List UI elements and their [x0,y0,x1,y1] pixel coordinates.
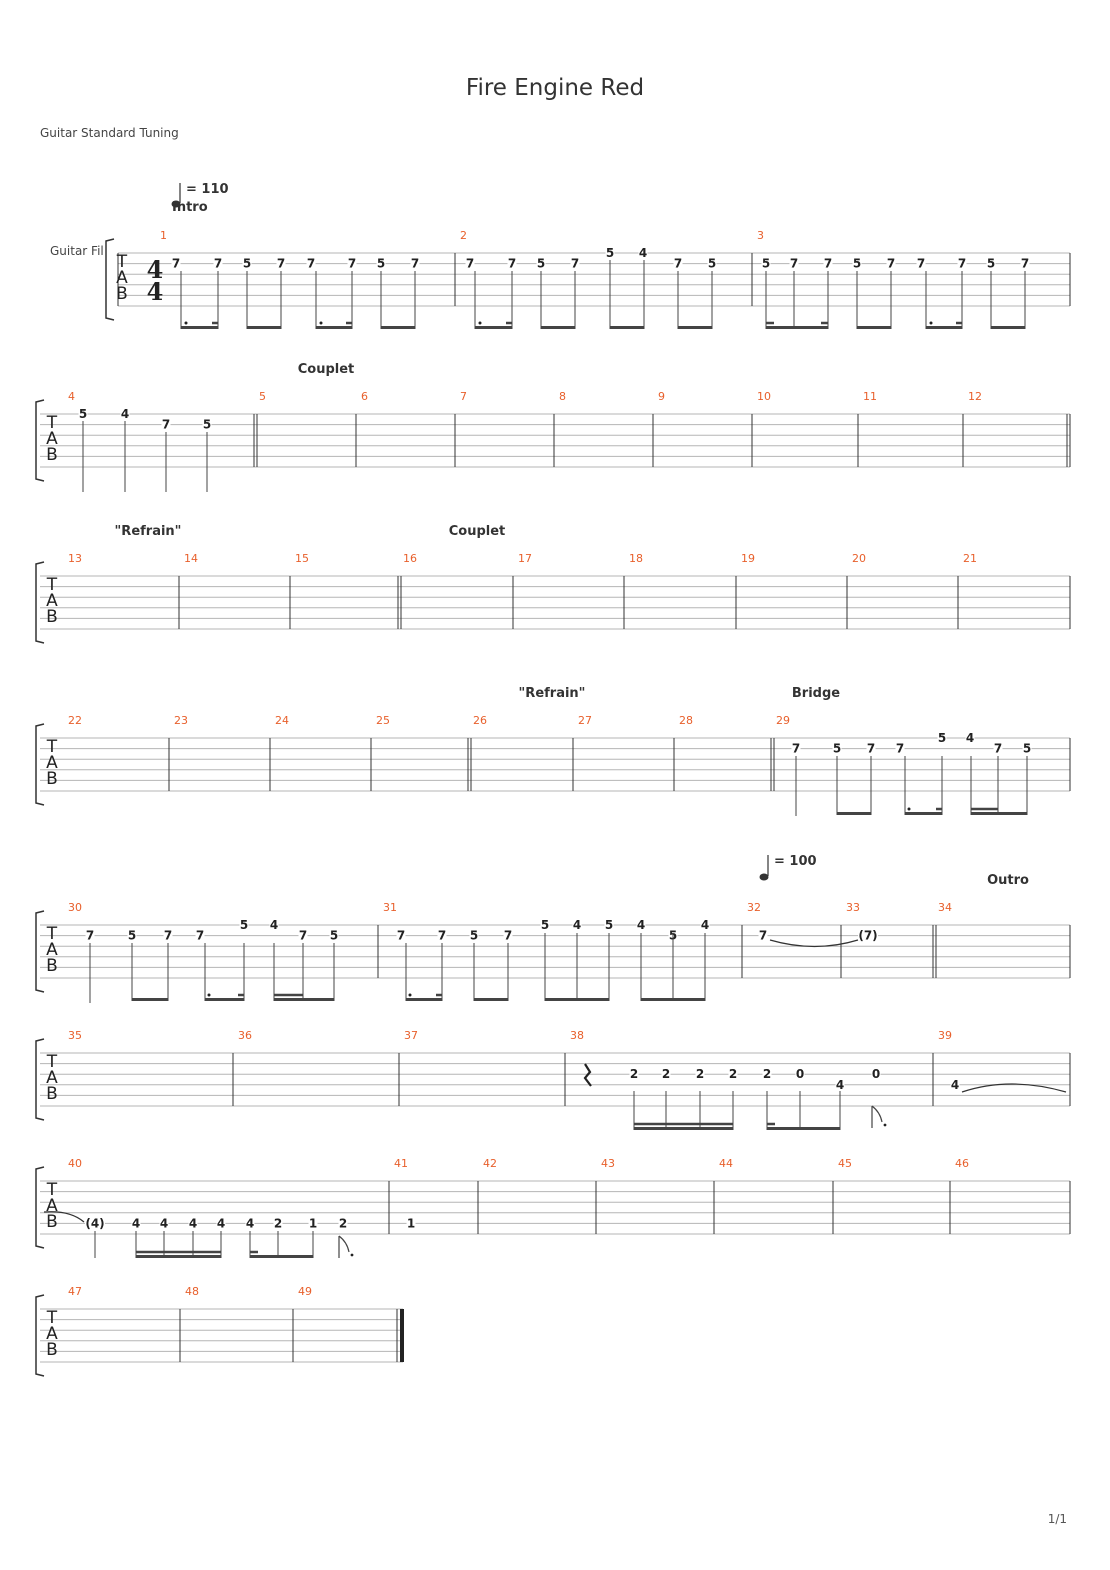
fret-number: 4 [216,1216,226,1231]
bar-number: 32 [747,901,761,914]
page-number: 1/1 [1047,1512,1067,1526]
section-refrain-1: "Refrain" [114,524,182,539]
dot-icon [320,322,323,325]
fret-number: 7 [171,256,181,271]
bar-number: 24 [275,714,289,727]
fret-number: 4 [131,1216,141,1231]
bar-number: 44 [719,1157,733,1170]
section-outro: Outro [987,873,1029,888]
bar-number: 31 [383,901,397,914]
fret-number: 5 [239,918,249,932]
time-sig-numerator: 4 [146,255,164,284]
fret-number: 5 [469,928,479,943]
fret-number: 5 [605,246,615,260]
rhythm-group [474,943,508,1001]
song-title: Fire Engine Red [465,75,645,101]
bar-number: 29 [776,714,790,727]
fret-number: 7 [570,256,580,271]
quarter-note-head-icon [760,874,769,881]
tab-clef-letter: A [116,268,128,288]
rhythm-group [541,271,575,329]
bar-number: 33 [846,901,860,914]
system-bracket [106,239,114,320]
tab-clef-letter: A [46,940,58,960]
rhythm-group [678,271,712,329]
bar-number: 4 [68,390,75,403]
fret-number: 4 [120,407,130,421]
bar-number: 40 [68,1157,82,1170]
fret-number: 7 [791,741,801,756]
tempo-label: = 100 [774,854,817,869]
fret-number: 2 [762,1067,772,1082]
fret-number: 5 [127,928,137,943]
fret-number: 2 [728,1067,738,1082]
dot-icon [208,994,211,997]
fret-number: 5 [376,256,386,271]
fret-number: 1 [406,1216,416,1231]
fret-number: 7 [503,928,513,943]
fret-number: 7 [213,256,223,271]
rhythm-group [767,1091,840,1130]
dot-icon [409,994,412,997]
staff-system-8 [36,1285,404,1376]
bar-number: 41 [394,1157,408,1170]
fret-number: 7 [789,256,799,271]
fret-number: 7 [886,256,896,271]
bar-number: 20 [852,552,866,565]
staff-system-3 [36,552,1070,643]
fret-number: 7 [758,928,768,943]
rhythm-group [610,260,644,329]
tuning-label: Guitar Standard Tuning [40,126,179,140]
tab-clef-letter: B [116,284,128,304]
fret-number: 5 [329,928,339,943]
tab-clef-letter: A [46,591,58,611]
fret-number: 2 [661,1067,671,1082]
track-name: Guitar Fil [50,244,104,258]
fret-number: 7 [465,256,475,271]
fret-number: 7 [396,928,406,943]
fret-number: 7 [306,256,316,271]
fret-number: 5 [707,256,717,271]
bar-number: 45 [838,1157,852,1170]
bar-number: 30 [68,901,82,914]
bar-number: 22 [68,714,82,727]
fret-number: 5 [761,256,771,271]
fret-number: 4 [835,1077,845,1092]
bar-number: 17 [518,552,532,565]
bar-number: 37 [404,1029,418,1042]
fret-number: 7 [916,256,926,271]
tab-clef-letter: A [46,1196,58,1216]
fret-number: 5 [937,731,947,745]
fret-number: 5 [536,256,546,271]
staff-system-4 [36,714,1070,805]
fret-number: 7 [895,741,905,756]
tab-clef-letter: B [46,1340,58,1360]
tempo-label: = 110 [186,182,229,197]
rhythm-group [132,943,168,1001]
fret-number: 7 [161,417,171,432]
staff-system-6 [36,1029,1070,1120]
system-bracket [36,911,44,992]
dot-icon [479,322,482,325]
fret-number: 0 [871,1067,881,1082]
section-couplet-2: Couplet [448,524,506,539]
fret-number: 5 [78,407,88,421]
bar-number: 27 [578,714,592,727]
bar-number: 21 [963,552,977,565]
fret-number: 0 [795,1067,805,1082]
bar-number: 8 [559,390,566,403]
fret-number: 4 [950,1077,960,1092]
tab-clef-letter: B [46,1212,58,1232]
fret-number: 2 [695,1067,705,1082]
eighth-flag-icon [872,1106,882,1128]
tie-curve [770,940,858,947]
staff-system-2 [36,390,1070,481]
time-sig-denominator: 4 [146,277,164,306]
fret-number: 7 [195,928,205,943]
tab-clef-letter: A [46,1068,58,1088]
tab-clef-letter: B [46,769,58,789]
fret-number: 5 [668,928,678,943]
system-bracket [36,1167,44,1248]
fret-number: 7 [347,256,357,271]
fret-number: 5 [202,417,212,432]
fret-number: 2 [338,1216,348,1231]
fret-number: 7 [85,928,95,943]
staff-systems [36,229,1070,1376]
dot-icon [930,322,933,325]
tab-clef-letter: A [46,753,58,773]
bar-number: 39 [938,1029,952,1042]
tab-clef-letter: T [46,1308,58,1328]
bar-number: 47 [68,1285,82,1298]
fret-number: 4 [159,1216,169,1231]
bar-number: 11 [863,390,877,403]
fret-number: 2 [629,1067,639,1082]
bar-number: 14 [184,552,198,565]
bar-number: 2 [460,229,467,242]
fret-number: 1 [308,1216,318,1231]
bar-number: 42 [483,1157,497,1170]
tab-clef-letter: T [46,737,58,757]
bar-number: 10 [757,390,771,403]
tab-clef-letter: B [46,445,58,465]
fret-number: 7 [437,928,447,943]
fret-number: 5 [852,256,862,271]
rhythm-group [181,271,218,329]
system-bracket [36,1295,44,1376]
dot-icon [908,808,911,811]
bar-number: 15 [295,552,309,565]
bar-number: 18 [629,552,643,565]
fret-number: 7 [673,256,683,271]
fret-number: 7 [298,928,308,943]
bar-number: 25 [376,714,390,727]
fret-number: 4 [269,918,279,932]
rhythm-group [247,271,281,329]
fret-number: 7 [1020,256,1030,271]
fret-number: 4 [965,731,975,745]
fret-number: 7 [823,256,833,271]
fret-number: 7 [993,741,1003,756]
bar-number: 35 [68,1029,82,1042]
rhythm-group [991,271,1025,329]
bar-number: 43 [601,1157,615,1170]
tab-clef-letter: T [46,1180,58,1200]
fret-number: 4 [638,246,648,260]
system-bracket [36,724,44,805]
bar-number: 9 [658,390,665,403]
bar-number: 26 [473,714,487,727]
fret-number: 5 [986,256,996,271]
rhythm-group [136,1231,221,1258]
fret-number: 2 [273,1216,283,1231]
tab-clef-letter: T [116,252,128,272]
tab-clef-letter: T [46,924,58,944]
fret-number: (4) [85,1216,105,1231]
bar-number: 16 [403,552,417,565]
system-bracket [36,400,44,481]
fret-number: 5 [242,256,252,271]
staff-system-1 [106,229,1070,320]
bar-number: 19 [741,552,755,565]
tab-clef-letter: B [46,1084,58,1104]
bar-number: 28 [679,714,693,727]
bar-number: 7 [460,390,467,403]
tab-clef-letter: B [46,956,58,976]
fret-number: 4 [245,1216,255,1231]
fret-number: 7 [957,256,967,271]
dot-icon [185,322,188,325]
rhythm-group [971,756,1027,815]
tab-clef-letter: T [46,413,58,433]
rhythm-group [381,271,415,329]
bar-number: 6 [361,390,368,403]
rhythm-group [274,943,334,1001]
system-bracket [36,1039,44,1120]
fret-number: 4 [572,918,582,932]
fret-number: 5 [832,741,842,756]
dot-icon [884,1124,887,1127]
rhythm-group [926,271,962,329]
fret-number: (7) [858,928,878,943]
fret-number: 4 [700,918,710,932]
final-bar-thick [400,1309,404,1362]
bar-number: 3 [757,229,764,242]
fret-number: 7 [866,741,876,756]
fret-number: 5 [604,918,614,932]
rhythm-group [905,756,942,815]
fret-number: 4 [636,918,646,932]
eighth-flag-icon [339,1236,349,1258]
section-intro: Intro [172,200,208,215]
bar-number: 23 [174,714,188,727]
bar-number: 34 [938,901,952,914]
rhythm-group [857,271,891,329]
fret-number: 7 [163,928,173,943]
rhythm-group [316,271,352,329]
fret-number: 4 [188,1216,198,1231]
bar-number: 1 [160,229,167,242]
bar-number: 5 [259,390,266,403]
rhythm-group [475,271,512,329]
rhythm-group [766,271,828,329]
bar-number: 48 [185,1285,199,1298]
tempo-marking-100 [760,854,817,881]
rhythm-group [837,756,871,815]
quarter-rest-icon [585,1064,591,1086]
section-bridge: Bridge [791,686,841,701]
fret-number: 7 [276,256,286,271]
tab-clef-letter: T [46,1052,58,1072]
tab-clef-letter: A [46,1324,58,1344]
rhythm-group [205,943,244,1001]
tab-clef-letter: B [46,607,58,627]
staff-system-5 [36,901,1070,992]
bar-number: 46 [955,1157,969,1170]
fret-number: 5 [540,918,550,932]
rhythm-group [406,943,442,1001]
bar-number: 38 [570,1029,584,1042]
system-bracket [36,562,44,643]
staff-system-7 [36,1157,1070,1248]
fret-number: 7 [507,256,517,271]
rhythm-group [634,1091,733,1130]
tab-clef-letter: A [46,429,58,449]
section-refrain-2: "Refrain" [518,686,586,701]
bar-number: 49 [298,1285,312,1298]
tab-clef-letter: T [46,575,58,595]
fret-number: 5 [1022,741,1032,756]
bar-number: 36 [238,1029,252,1042]
bar-number: 13 [68,552,82,565]
section-couplet-1: Couplet [297,362,355,377]
bar-number: 12 [968,390,982,403]
rhythm-group [250,1231,313,1258]
dot-icon [351,1254,354,1257]
fret-number: 7 [410,256,420,271]
